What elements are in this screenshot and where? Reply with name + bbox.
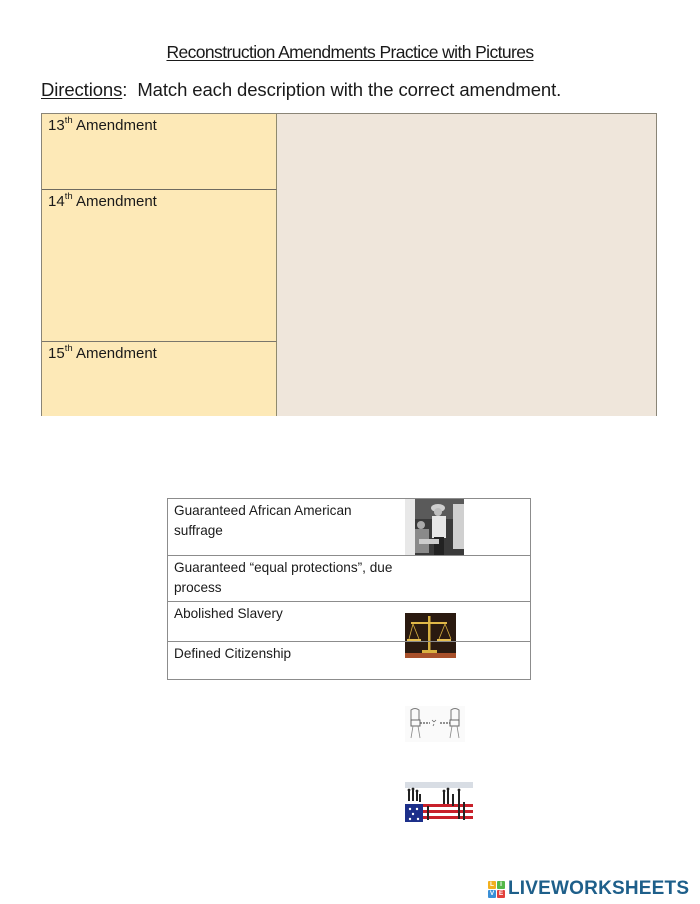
amendment-matching-grid: [41, 113, 657, 416]
directions: Directions: Match each description with the correct amendment.: [41, 79, 562, 100]
amendment-14-label: 14th Amendment: [42, 190, 277, 342]
description-card-abolished-slavery[interactable]: [168, 602, 530, 642]
amendment-13-label: 13th Amendment: [42, 114, 277, 190]
liveworksheets-logo-icon: L I V E: [489, 880, 504, 897]
american-flag-citizens-icon: [405, 782, 473, 822]
description-card-citizenship[interactable]: [168, 642, 530, 679]
description-bank: [167, 498, 531, 680]
drop-zone-15th-amendment[interactable]: [277, 342, 656, 416]
description-text: Guaranteed “equal protections”, due process: [174, 560, 393, 595]
drop-zone-13th-amendment[interactable]: [277, 114, 656, 191]
description-card-equal-protection[interactable]: [168, 556, 530, 602]
description-card-suffrage[interactable]: [168, 499, 530, 556]
amendment-15-label: 15th Amendment: [42, 342, 277, 416]
voting-photo-icon: [405, 499, 464, 555]
worksheet-title: Reconstruction Amendments Practice with Pictures: [166, 42, 534, 62]
description-text: Abolished Slavery: [174, 606, 283, 621]
liveworksheets-watermark: [488, 879, 689, 899]
directions-label: Directions: [41, 79, 123, 100]
watermark-text: LIVEWORKSHEETS: [508, 878, 690, 899]
drop-zone-14th-amendment-1[interactable]: [277, 190, 656, 267]
drop-zone-14th-amendment-2[interactable]: [277, 266, 656, 343]
broken-shackles-icon: [405, 706, 465, 742]
description-text: Guaranteed African American suffrage: [174, 503, 352, 538]
description-text: Defined Citizenship: [174, 646, 292, 661]
directions-text: Match each description with the correct amendment.: [127, 79, 562, 100]
